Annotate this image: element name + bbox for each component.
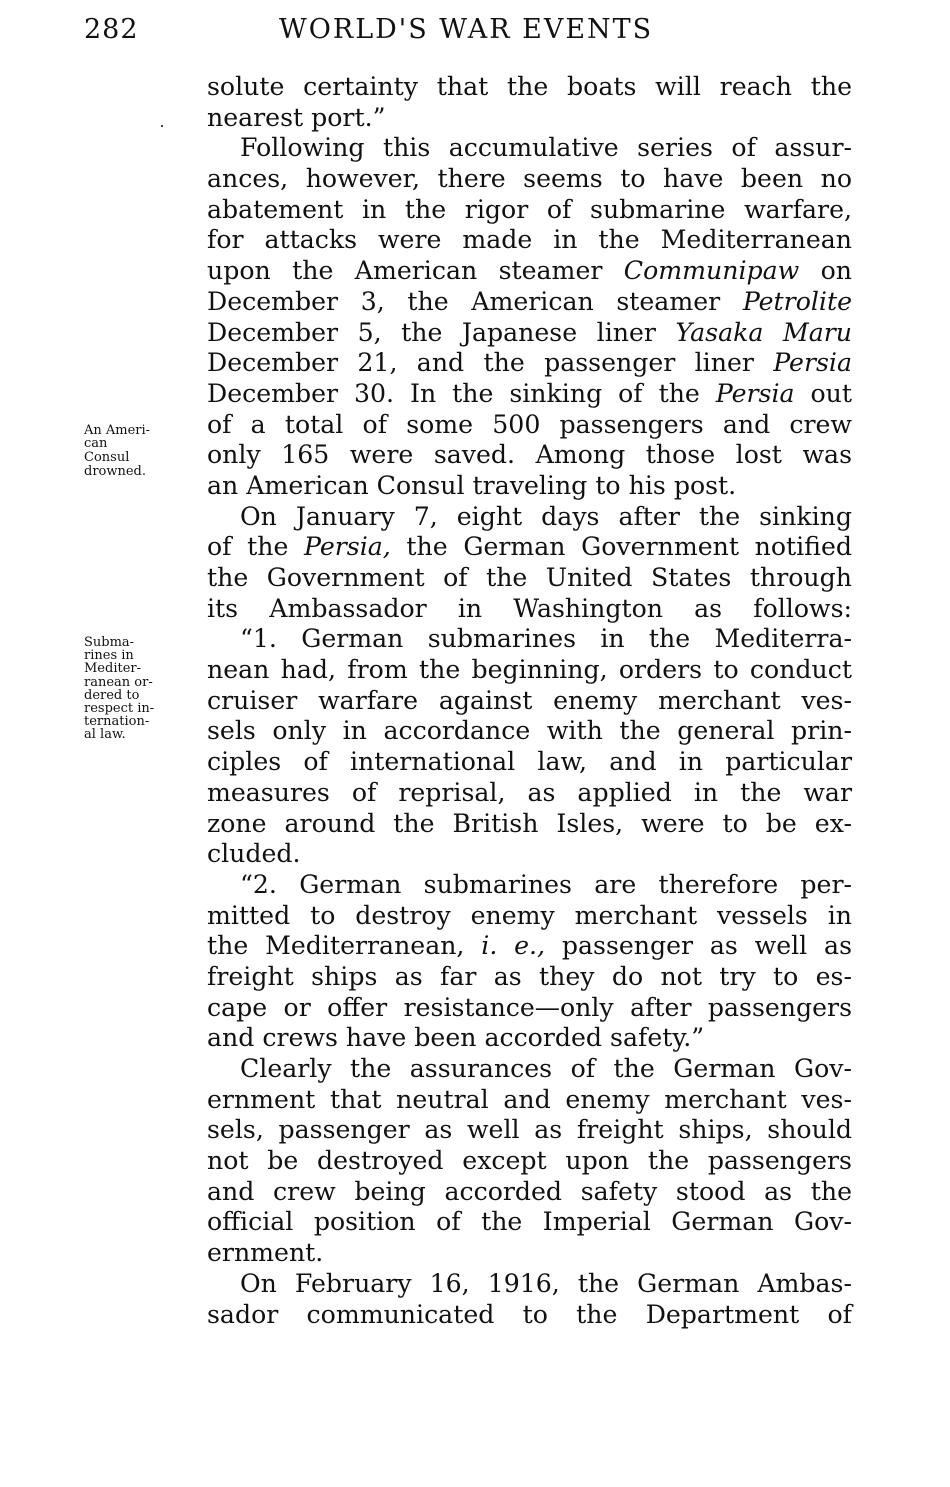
italic-ship-name: Persia	[773, 348, 852, 378]
margin-note-line: rines in	[84, 648, 134, 664]
body-line: nean had, from the beginning, orders to conduct	[207, 655, 852, 685]
italic-ship-name: Petrolite	[742, 286, 852, 316]
italic-ship-name: Communipaw	[623, 256, 800, 286]
body-text	[207, 72, 852, 1330]
body-line: freight ships as far as they do not try to es-	[207, 961, 852, 991]
body-line	[207, 931, 852, 962]
body-line: cape or offer resistance—only after passengers	[207, 992, 852, 1022]
margin-note-line: al law.	[84, 727, 126, 743]
body-line-text: on	[799, 256, 852, 286]
body-line-text: December 30. In the sinking of the	[207, 378, 716, 408]
body-line: and crews have been accorded safety.”	[207, 1023, 705, 1053]
body-line	[207, 318, 852, 349]
body-line: ances, however, there seems to have been no	[207, 164, 852, 194]
margin-note-american-consul	[84, 424, 206, 480]
body-line	[207, 348, 852, 379]
body-line-text: upon the American steamer	[207, 256, 624, 286]
body-line: of a total of some 500 passengers and crew	[207, 409, 852, 439]
body-line: Clearly the assurances of the German Gov-	[240, 1054, 852, 1083]
body-line: and crew being accorded safety stood as the	[207, 1176, 852, 1206]
margin-note-line: drowned.	[84, 464, 147, 479]
body-line	[207, 379, 852, 410]
body-line-text: December 21, and the passenger liner	[207, 348, 774, 378]
italic-ship-name: i. e.,	[481, 931, 546, 961]
body-line: official position of the Imperial German Gov-	[207, 1207, 852, 1237]
body-line: abatement in the rigor of submarine warfare,	[207, 194, 852, 224]
body-line: nearest port.”	[207, 102, 386, 132]
body-line	[207, 256, 852, 287]
margin-note-line: Subma-	[84, 635, 135, 650]
body-line: ciples of international law, and in particular	[207, 747, 852, 777]
body-line: solute certainty that the boats will reach the	[207, 72, 852, 101]
body-line: “2. German submarines are therefore per-	[240, 869, 852, 899]
body-line-text: of the	[207, 532, 305, 562]
page-number: 282	[84, 14, 139, 45]
margin-note-line: can	[84, 435, 108, 451]
body-line: “1. German submarines in the Mediterra-	[240, 624, 852, 654]
body-line: the Government of the United States through	[207, 563, 852, 592]
body-line: its Ambassador in Washington as follows:	[207, 593, 852, 623]
margin-note-line: Mediter-	[84, 661, 142, 677]
margin-note-line: Consul	[84, 449, 130, 465]
body-line: only 165 were saved. Among those lost was	[207, 440, 852, 470]
body-line: mitted to destroy enemy merchant vessels in	[207, 900, 852, 930]
page-header	[84, 14, 854, 54]
body-line-text: the German Government notified	[390, 532, 852, 562]
body-line	[207, 287, 852, 318]
margin-note-line: respect in-	[84, 701, 155, 717]
body-line: sels, passenger as well as freight ships, should	[207, 1115, 852, 1145]
margin-note-submarines	[84, 636, 206, 742]
body-line: zone around the British Isles, were to be ex-	[207, 808, 852, 838]
margin-note-line: dered to	[84, 687, 140, 703]
margin-note-line: ternation-	[84, 714, 150, 730]
body-line: ernment that neutral and enemy merchant ves-	[207, 1084, 852, 1114]
margin-note-line: An Ameri-	[84, 423, 151, 438]
body-line: measures of reprisal, as applied in the war	[207, 777, 852, 807]
stray-mark	[161, 125, 163, 127]
body-line	[207, 532, 852, 563]
running-title: WORLD'S WAR EVENTS	[279, 14, 654, 45]
italic-ship-name: Persia,	[304, 532, 391, 562]
italic-ship-name: Persia	[715, 378, 795, 408]
body-line: sador communicated to the Department of	[207, 1299, 852, 1329]
body-line-text: December 3, the American steamer	[207, 286, 743, 316]
body-line-text: the Mediterranean,	[207, 931, 482, 961]
body-line: cruiser warfare against enemy merchant ves-	[207, 685, 852, 715]
body-line: not be destroyed except upon the passengers	[207, 1146, 852, 1176]
body-line: On January 7, eight days after the sinking	[240, 501, 852, 531]
body-line: an American Consul traveling to his post.	[207, 470, 737, 500]
body-line: On February 16, 1916, the German Ambas-	[240, 1268, 852, 1298]
body-line-text: passenger as well as	[545, 931, 852, 961]
margin-note-line: ranean or-	[84, 674, 153, 690]
body-line: cluded.	[207, 839, 301, 869]
body-line: sels only in accordance with the general prin-	[207, 716, 852, 746]
body-line-text: December 5, the Japanese liner	[207, 317, 676, 347]
italic-ship-name: Yasaka Maru	[675, 317, 852, 347]
body-line-text: out	[794, 378, 853, 408]
body-line: ernment.	[207, 1238, 324, 1268]
body-line: Following this accumulative series of assur-	[240, 133, 852, 163]
body-line: for attacks were made in the Mediterranean	[207, 225, 852, 255]
